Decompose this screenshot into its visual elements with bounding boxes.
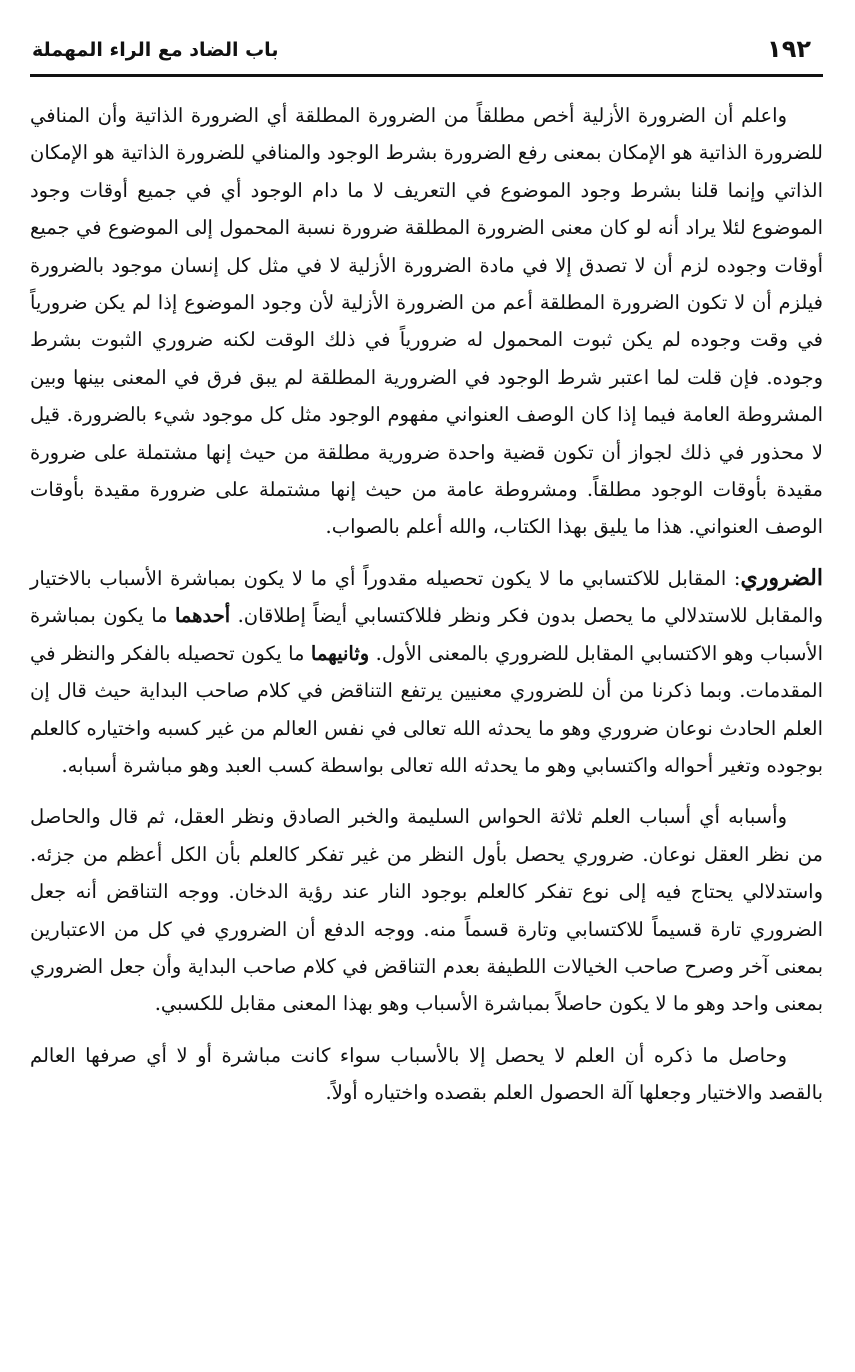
paragraph-entry-daruri — [30, 560, 823, 784]
entry-headword: الضروري — [740, 564, 823, 591]
paragraph-necessity-eternal: واعلم أن الضرورة الأزلية أخص مطلقاً من الضرورة المطلقة أي الضرورة الذاتية وأن المنافي للضرورة الذاتية هو الإمكان بمعنى رفع الضرورة بشرط الوجود والمنافي للضرورة الذاتية هو الإمكان الذاتي وإنما قلنا بشرط وجود الموضوع في التعريف لا ما دام الوجود أي في جميع أوقات وجود الموضوع لئلا يراد أنه لو كان معنى الضرورة المطلقة ضرورة نسبة المحمول إلى الموضوع في جميع أوقات وجوده لزم أن لا تصدق إلا في مادة الضرورة الأزلية لا في مثل كل إنسان موجود بالضرورة فيلزم أن لا تكون الضرورة المطلقة أعم من الضرورة الأزلية لأن وجود الموضوع إذا لم يكن ضرورياً في وقت وجوده لم يكن ثبوت المحمول له ضرورياً في ذلك الوقت لكنه ضروري الثبوت بشرط وجوده. فإن قلت لما اعتبر شرط الوجود في الضرورية المطلقة لم يبق فرق في المعنى بينها وبين المشروطة العامة فيما إذا كان الوصف العنواني مفهوم الوجود مثل كل موجود شيء بالضرورة. قيل لا محذور في ذلك لجواز أن تكون قضية واحدة ضرورية مطلقة من حيث إنها مشتملة على ضرورة مقيدة بأوقات الوجود مطلقاً. ومشروطة عامة من حيث إنها مشتملة على ضرورة مقيدة بأوقات الوصف العنواني. هذا ما يليق بهذا الكتاب، والله أعلم بالصواب. — [30, 104, 823, 539]
running-header — [30, 28, 823, 77]
paragraph-causes-of-knowledge: وأسبابه أي أسباب العلم ثلاثة الحواس السليمة والخبر الصادق ونظر العقل، ثم قال والحاصل من نظر العقل نوعان. ضروري يحصل بأول النظر من غير تفكر كالعلم بأن الكل أعظم من جزئه. واستدلالي يحتاج فيه إلى نوع تفكر كالعلم بوجود النار عند رؤية الدخان. ووجه التناقض أنه جعل الضروري تارة قسيماً للاكتسابي وتارة قسماً منه. ووجه الدفع أن الضروري في كل من الاعتبارين بمعنى آخر وصرح صاحب الخيالات اللطيفة بعدم التناقض في كلام صاحب البداية وأن جعل الضروري بمعنى واحد وهو ما لا يكون حاصلاً بمباشرة الأسباب وهو بهذا المعنى مقابل للكسبي. — [30, 805, 823, 1016]
entry-term-first: أحدهما — [174, 604, 231, 628]
body-text — [30, 77, 823, 1112]
entry-text-a: : المقابل للاكتسابي ما لا يكون تحصيله مقدوراً أي ما لا يكون بمباشرة الأسباب بالاختيار والمقابل للاستدلالي ما يحصل بدون فكر ونظر فللاكتسابي أيضاً إطلاقان. — [30, 566, 823, 628]
entry-text-b: ما يكون بمباشرة الأسباب وهو الاكتسابي المقابل للضروري بالمعنى الأول. — [30, 604, 823, 665]
paragraph-summary: وحاصل ما ذكره أن العلم لا يحصل إلا بالأسباب سواء كانت مباشرة أو لا أي صرفها العالم بالقصد والاختيار وجعلها آلة الحصول العلم بقصده واختياره أولاً. — [30, 1043, 823, 1105]
entry-term-second: وثانيهما — [310, 641, 370, 665]
page-number: ١٩٢ — [767, 35, 811, 63]
chapter-title: باب الضاد مع الراء المهملة — [32, 39, 279, 61]
book-page — [30, 28, 823, 1352]
entry-text-c: ما يكون تحصيله بالفكر والنظر في المقدمات. وبما ذكرنا من أن للضروري معنيين يرتفع التناقض في كلام صاحب البداية حيث قال إن العلم الحادث نوعان ضروري وهو ما يحدثه الله تعالى في نفس العالم من غير كسبه واختياره كالعلم بوجوده وتغير أحواله واكتسابي وهو ما يحدثه الله تعالى بواسطة كسب العبد وهو مباشرة أسبابه. — [30, 641, 823, 777]
